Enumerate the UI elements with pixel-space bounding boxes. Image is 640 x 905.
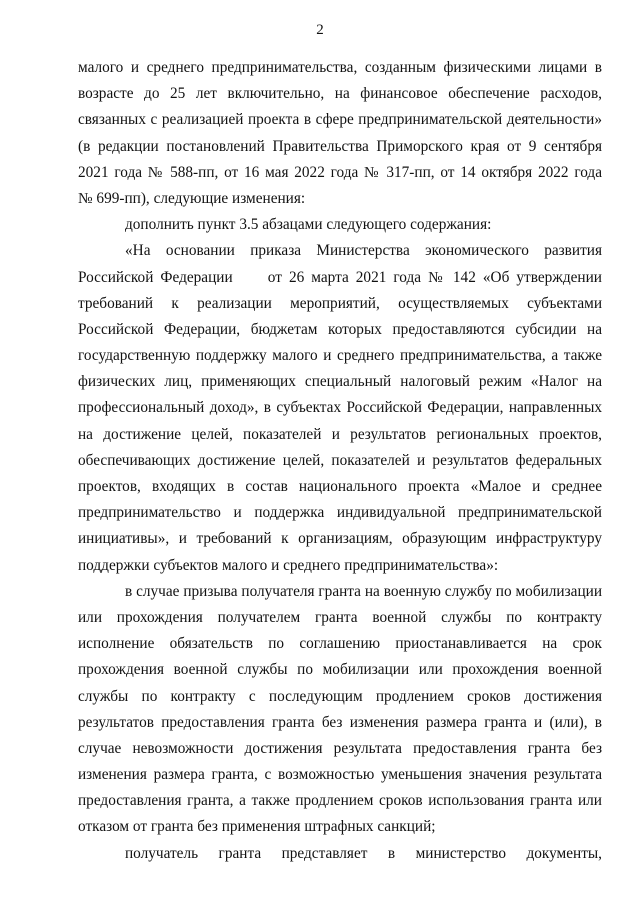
text-line: инициативы», и требований к организациям, образующим инфраструктуру	[78, 530, 602, 548]
text-line: «На основании приказа Министерства экономического развития	[125, 242, 602, 260]
text-line: предоставления гранта, а также продлением сроков использования гранта или	[78, 792, 602, 810]
text-line: прохождения военной службы по мобилизации или прохождения военной	[78, 661, 602, 679]
text-line: государственную поддержку малого и среднего предпринимательства, а также	[78, 347, 602, 365]
text-line: малого и среднего предпринимательства, созданным физическими лицами в	[78, 59, 602, 76]
text-line: отказом от гранта без применения штрафных санкций;	[78, 818, 436, 836]
text-line: или прохождения получателем гранта военной службы по контракту	[78, 608, 602, 626]
text-line: (в редакции постановлений Правительства Приморского края от 9 сентября	[78, 137, 602, 155]
text-line: получатель гранта представляет в министерство документы,	[125, 844, 602, 862]
text-line: № 699-пп), следующие изменения:	[78, 189, 306, 207]
text-line: проектов, входящих в состав национального проекта «Малое и среднее	[78, 478, 602, 495]
text-line: Российской Федерации, бюджетам которых предоставляются субсидии на	[78, 320, 602, 338]
text-line: изменения размера гранта, с возможностью уменьшения значения результата	[78, 766, 602, 784]
text-line: связанных с реализацией проекта в сфере предпринимательской деятельности»	[78, 111, 602, 129]
text-line: предпринимательство и поддержка индивидуальной предпринимательской	[78, 504, 602, 522]
text-line: физических лиц, применяющих специальный налоговый режим «Налог на	[78, 373, 602, 391]
text-line: профессиональный доход», в субъектах Российской Федерации, направленных	[78, 399, 602, 417]
document-body	[78, 55, 602, 867]
text-line: случае невозможности достижения результата предоставления гранта без	[78, 739, 602, 757]
text-line: на достижение целей, показателей и результатов региональных проектов,	[78, 425, 602, 443]
text-line: обеспечивающих достижение целей, показателей и результатов федеральных	[78, 451, 602, 469]
page-number: 2	[316, 22, 324, 38]
text-line: дополнить пункт 3.5 абзацами следующего содержания:	[125, 216, 492, 234]
text-line: поддержки субъектов малого и среднего предпринимательства»:	[78, 556, 499, 574]
text-line: 2021 года № 588-пп, от 16 мая 2022 года № 317-пп, от 14 октября 2022 года	[78, 163, 602, 181]
text-line: исполнение обязательств по соглашению приостанавливается на срок	[78, 635, 602, 653]
text-line: результатов предоставления гранта без изменения размера гранта и (или), в	[78, 713, 602, 731]
text-line: требований к реализации мероприятий, осуществляемых субъектами	[78, 294, 602, 312]
text-line: службы по контракту с последующим продлением сроков достижения	[78, 687, 602, 705]
text-line: в случае призыва получателя гранта на военную службу по мобилизации	[125, 582, 602, 600]
text-line: Российской Федерации от 26 марта 2021 года № 142 «Об утверждении	[78, 268, 602, 286]
text-line: возрасте до 25 лет включительно, на финансовое обеспечение расходов,	[78, 85, 602, 103]
